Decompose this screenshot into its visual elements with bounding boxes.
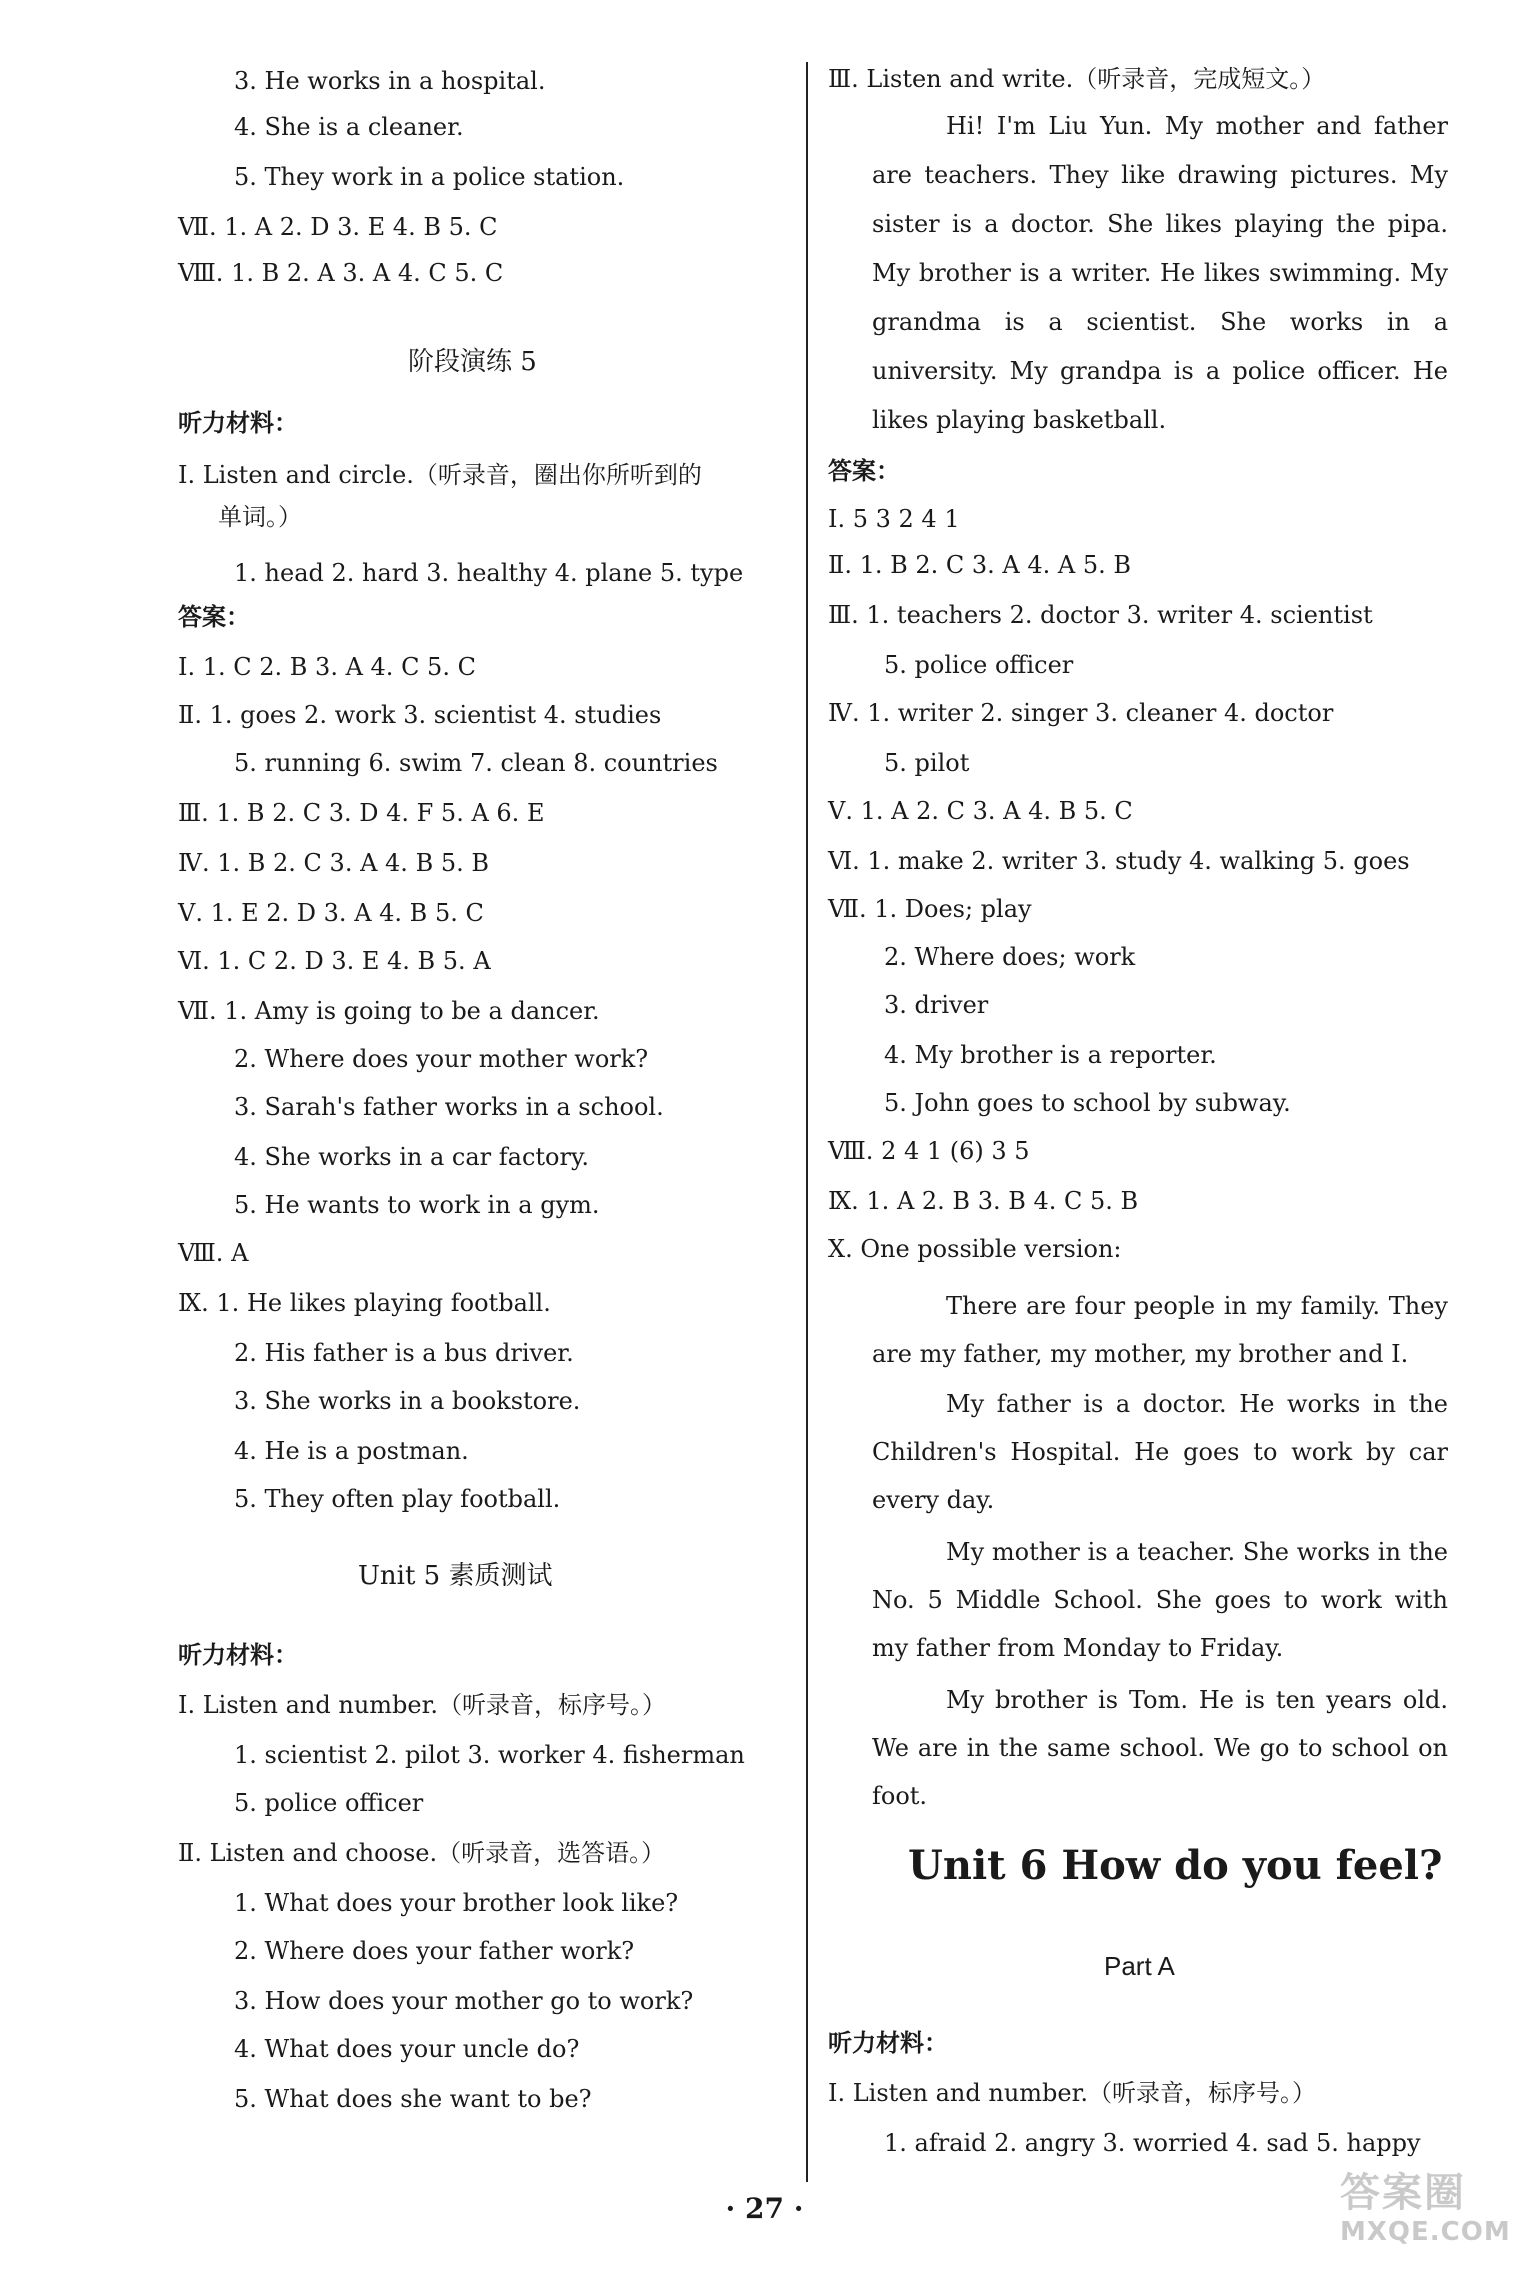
answer-line: Ⅴ. 1. A 2. C 3. A 4. B 5. C [828, 797, 1133, 825]
answer-line: Ⅱ. 1. B 2. C 3. A 4. A 5. B [828, 551, 1132, 579]
listening-passage: Hi! I'm Liu Yun. My mother and father are teachers. They like drawing pictures. My sister is a doctor. She likes playing the pipa. My brother is a writer. He likes swimming. My grandma is a scientist. She works in a university. My grandpa is a police officer. He likes playing basketball. [872, 112, 1448, 434]
stage-5-line: Ⅸ. 1. He likes playing football. [178, 1289, 551, 1317]
stage-5-line: Ⅷ. A [178, 1239, 249, 1267]
watermark-bottom-text: MXQE.COM [1340, 2217, 1511, 2247]
answers-label: 答案： [828, 456, 900, 485]
essay-paragraph: My father is a doctor. He works in the Children's Hospital. He goes to work by car every day. [872, 1390, 1448, 1514]
stage-5-line: 5. He wants to work in a gym. [234, 1191, 600, 1219]
column-divider [806, 62, 808, 2182]
watermark-top-text: 答案圈 [1340, 2170, 1466, 2216]
unit-6-title: Unit 6 How do you feel? [908, 1842, 1443, 1889]
stage-5-line: 2. Where does your mother work? [234, 1045, 649, 1073]
answer-line: Ⅷ. 1. B 2. A 3. A 4. C 5. C [178, 259, 504, 287]
watermark-logo [1340, 2170, 1516, 2266]
stage-5-line: Ⅳ. 1. B 2. C 3. A 4. B 5. B [178, 849, 489, 877]
unit-5-line: 2. Where does your father work? [234, 1937, 635, 1965]
essay-paragraph: There are four people in my family. They are my father, my mother, my brother and I. [872, 1292, 1448, 1368]
stage-5-line: 5. They often play football. [234, 1485, 561, 1513]
unit-6-line: Ⅰ. Listen and number.（听录音，标序号。） [828, 2079, 1317, 2107]
stage-5-line: 单词。） [218, 503, 302, 531]
answer-line: Ⅷ. 2 4 1 (6) 3 5 [828, 1137, 1030, 1165]
essay-paragraph: My mother is a teacher. She works in the No. 5 Middle School. She goes to work with my father from Monday to Friday. [872, 1538, 1448, 1662]
unit-5-line: 5. police officer [234, 1789, 424, 1817]
answer-line: Ⅳ. 1. writer 2. singer 3. cleaner 4. doctor [828, 699, 1334, 727]
stage-5-line: 3. She works in a bookstore. [234, 1387, 581, 1415]
stage-5-line: Ⅰ. 1. C 2. B 3. A 4. C 5. C [178, 653, 476, 681]
stage-5-line: 4. He is a postman. [234, 1437, 469, 1465]
listen-and-write-heading: Ⅲ. Listen and write.（听录音，完成短文。） [828, 65, 1326, 93]
unit-5-line: 4. What does your uncle do? [234, 2035, 580, 2063]
answer-line: 3. driver [884, 991, 989, 1019]
answer-line: 3. He works in a hospital. [234, 67, 546, 95]
unit-5-line: Ⅱ. Listen and choose.（听录音，选答语。） [178, 1839, 666, 1867]
unit-5-line: Ⅰ. Listen and number.（听录音，标序号。） [178, 1691, 667, 1719]
answer-line: 4. My brother is a reporter. [884, 1041, 1217, 1069]
stage-5-line: 5. running 6. swim 7. clean 8. countries [234, 749, 718, 777]
unit-5-line: 3. How does your mother go to work? [234, 1987, 694, 2015]
stage-5-line: Ⅴ. 1. E 2. D 3. A 4. B 5. C [178, 899, 484, 927]
essay-paragraph: My brother is Tom. He is ten years old. We are in the same school. We go to school on foot. [872, 1686, 1448, 1810]
answer-line: Ⅵ. 1. make 2. writer 3. study 4. walking 5. goes [828, 847, 1410, 875]
answer-line: Ⅲ. 1. teachers 2. doctor 3. writer 4. scientist [828, 601, 1373, 629]
answer-line: 5. John goes to school by subway. [884, 1089, 1291, 1117]
answer-line: Ⅶ. 1. Does; play [828, 895, 1032, 923]
unit-5-line: 1. What does your brother look like? [234, 1889, 679, 1917]
stage-5-line: 听力材料： [178, 408, 298, 437]
unit-6-line: 1. afraid 2. angry 3. worried 4. sad 5. happy [884, 2129, 1421, 2157]
answer-line: Ⅶ. 1. A 2. D 3. E 4. B 5. C [178, 213, 498, 241]
stage-5-line: Ⅶ. 1. Amy is going to be a dancer. [178, 997, 600, 1025]
answer-line: 4. She is a cleaner. [234, 113, 464, 141]
stage-5-line: 2. His father is a bus driver. [234, 1339, 574, 1367]
stage-5-line: Ⅵ. 1. C 2. D 3. E 4. B 5. A [178, 947, 491, 975]
stage-5-line: Ⅱ. 1. goes 2. work 3. scientist 4. studies [178, 701, 662, 729]
unit-5-line: 1. scientist 2. pilot 3. worker 4. fisherman [234, 1741, 745, 1769]
stage-5-line: 1. head 2. hard 3. healthy 4. plane 5. type [234, 559, 744, 587]
answer-line: 5. They work in a police station. [234, 163, 625, 191]
answer-line: Ⅰ. 5 3 2 4 1 [828, 505, 960, 533]
answer-line: Ⅹ. One possible version: [828, 1235, 1122, 1263]
page-number: · 27 · [725, 2192, 804, 2225]
answer-line: Ⅸ. 1. A 2. B 3. B 4. C 5. B [828, 1187, 1139, 1215]
stage-5-title: 阶段演练 5 [408, 347, 537, 377]
stage-5-line: 4. She works in a car factory. [234, 1143, 589, 1171]
unit-5-line: 听力材料： [178, 1640, 298, 1669]
stage-5-line: 3. Sarah's father works in a school. [234, 1093, 664, 1121]
part-a-title: Part A [1104, 1951, 1175, 1981]
stage-5-line: 答案： [178, 602, 250, 631]
answer-line: 2. Where does; work [884, 943, 1136, 971]
unit-5-title: Unit 5 素质测试 [358, 1561, 553, 1591]
stage-5-line: Ⅰ. Listen and circle.（听录音，圈出你所听到的 [178, 461, 702, 489]
answer-line: 5. police officer [884, 651, 1074, 679]
unit-5-line: 5. What does she want to be? [234, 2085, 592, 2113]
stage-5-line: Ⅲ. 1. B 2. C 3. D 4. F 5. A 6. E [178, 799, 545, 827]
unit-6-line: 听力材料： [828, 2028, 948, 2057]
answer-line: 5. pilot [884, 749, 970, 777]
